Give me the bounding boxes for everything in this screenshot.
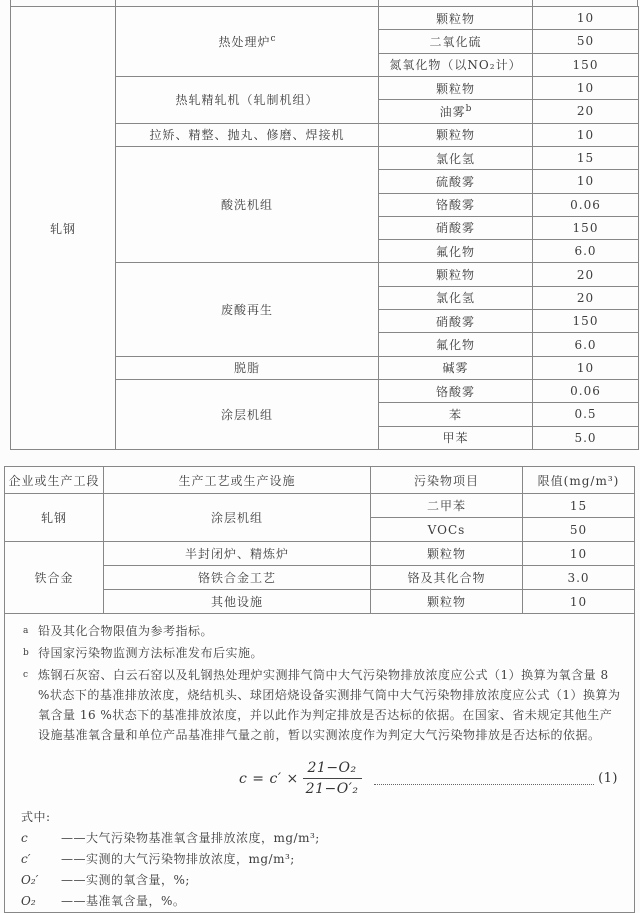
limit-cell: 150 — [533, 53, 639, 76]
limit-cell: 3.0 — [523, 566, 635, 590]
process-cell: 热处理炉$^c$ — [116, 7, 379, 77]
pollutant-cell: 硫酸雾 — [379, 170, 533, 193]
oxygen-conversion-formula — [21, 759, 618, 798]
superscript-marker: c — [270, 33, 276, 44]
pollutant-cell: 氯化氢 — [379, 286, 533, 309]
process-cell: 脱脂 — [116, 356, 379, 379]
symbol: O₂′ — [21, 873, 39, 887]
dotted-leader — [374, 773, 595, 785]
symbol-definition — [21, 870, 622, 891]
table-notes-section — [5, 614, 635, 913]
enterprise-cell: 轧钢 — [5, 494, 104, 542]
column-header: 企业或生产工段 — [5, 467, 104, 494]
symbol-definition — [21, 891, 622, 912]
pollutant-cell: 颗粒物 — [371, 542, 523, 566]
footnote-marker: c — [23, 670, 29, 680]
footnote-marker: a — [23, 626, 29, 636]
notes-row — [5, 614, 635, 913]
pollutant-cell: 颗粒物 — [379, 7, 533, 30]
pollutant-cell: 苯 — [379, 403, 533, 426]
formula-fraction — [303, 759, 362, 798]
column-header: 限值(mg/m³) — [523, 467, 635, 494]
enterprise-cell: 轧钢 — [11, 7, 116, 450]
emission-limits-table — [4, 466, 635, 913]
column-header: 生产工艺或生产设施 — [104, 467, 371, 494]
pollutant-cell: 二甲苯 — [371, 494, 523, 518]
limit-cell: 50 — [533, 30, 639, 53]
symbol: c — [21, 831, 28, 845]
process-cell: 酸洗机组 — [116, 146, 379, 263]
footnote — [21, 621, 622, 641]
pollutant-cell: 氮氧化物（以NO₂计） — [379, 53, 533, 76]
table-row — [11, 7, 639, 30]
limit-cell: 0.06 — [533, 193, 639, 216]
pollutant-cell: 硝酸雾 — [379, 216, 533, 239]
limit-cell: 10 — [523, 590, 635, 614]
limit-cell: 10 — [533, 7, 639, 30]
limit-cell: 10 — [533, 76, 639, 99]
superscript-marker: b — [465, 103, 472, 114]
pollutant-cell: 硝酸雾 — [379, 310, 533, 333]
pollutant-cell: 油雾$^b$ — [379, 100, 533, 123]
footnote-text: 铅及其化合物限值为参考指标。 — [38, 624, 214, 638]
formula-denominator: 21−O′₂ — [305, 781, 359, 797]
symbol-definition — [21, 849, 622, 870]
notes-cell — [5, 614, 635, 913]
process-cell: 涂层机组 — [116, 380, 379, 450]
symbol-description: ——大气污染物基准氧含量排放浓度，mg/m³; — [61, 831, 320, 845]
pollutant-cell: 二氧化硫 — [379, 30, 533, 53]
process-cell: 拉矫、精整、抛丸、修磨、焊接机 — [116, 123, 379, 146]
limit-cell: 10 — [533, 356, 639, 379]
pollutant-cell: 颗粒物 — [379, 263, 533, 286]
pollutant-cell: 铬酸雾 — [379, 380, 533, 403]
symbol-description: ——实测的大气污染物排放浓度，mg/m³; — [61, 852, 295, 866]
footnotes — [21, 621, 622, 745]
header-row — [5, 467, 635, 494]
process-cell: 废酸再生 — [116, 263, 379, 356]
pollutant-cell: 氟化物 — [379, 333, 533, 356]
table-row — [5, 542, 635, 566]
where-label: 式中: — [21, 810, 51, 824]
symbol-description: ——实测的氧含量，%; — [61, 873, 190, 887]
limit-cell: 6.0 — [533, 240, 639, 263]
formula-lhs: c = c′ × — [239, 770, 299, 787]
column-header: 污染物项目 — [371, 467, 523, 494]
symbol: O₂ — [21, 894, 36, 908]
symbol: c′ — [21, 852, 31, 866]
pollutant-cell: VOCs — [371, 518, 523, 542]
process-cell: 铬铁合金工艺 — [104, 566, 371, 590]
limit-cell: 0.06 — [533, 380, 639, 403]
emission-limits-table-continued — [10, 6, 639, 450]
enterprise-cell: 铁合金 — [5, 542, 104, 614]
process-cell: 其他设施 — [104, 590, 371, 614]
footnote-marker: b — [23, 648, 29, 658]
limit-cell: 20 — [533, 286, 639, 309]
pollutant-cell: 碱雾 — [379, 356, 533, 379]
limit-cell: 20 — [533, 100, 639, 123]
limit-cell: 15 — [533, 146, 639, 169]
pollutant-cell: 氯化氢 — [379, 146, 533, 169]
limit-cell: 10 — [523, 542, 635, 566]
pollutant-cell: 氟化物 — [379, 240, 533, 263]
symbol-definition — [21, 828, 622, 849]
limit-cell: 5.0 — [533, 426, 639, 449]
footnote — [21, 665, 622, 745]
pollutant-cell: 甲苯 — [379, 426, 533, 449]
pollutant-cell: 铬及其化合物 — [371, 566, 523, 590]
table-header — [5, 467, 635, 494]
limit-cell: 10 — [533, 170, 639, 193]
process-cell: 涂层机组 — [104, 494, 371, 542]
limit-cell: 50 — [523, 518, 635, 542]
footnote — [21, 643, 622, 663]
symbol-definitions — [21, 828, 622, 912]
footnote-text: 炼钢石灰窑、白云石窑以及轧钢热处理炉实测排气筒中大气污染物排放浓度应公式（1）换算为氧含量 8 %状态下的基准排放浓度，烧结机头、球团焙烧设备实测排气筒中大气污染物排放浓度应公式（1）换算为氧含量 16 %状态下的基准排放浓度，并以此作为判定排放是否达标的依据。在国家、省未规定其他生产设施基准氧含量和单位产品基准排气量之前，暂以实测浓度作为判定大气污染物排放是否达标的依据。 — [38, 668, 621, 742]
equation-number: (1) — [598, 771, 618, 786]
symbol-description: ——基准氧含量，%。 — [61, 894, 186, 908]
process-cell: 热轧精轧机（轧制机组） — [116, 76, 379, 123]
pollutant-cell: 颗粒物 — [379, 76, 533, 99]
limit-cell: 20 — [533, 263, 639, 286]
pollutant-cell: 颗粒物 — [371, 590, 523, 614]
limit-cell: 6.0 — [533, 333, 639, 356]
footnote-text: 待国家污染物监测方法标准发布后实施。 — [38, 646, 264, 660]
formula-numerator: 21−O₂ — [303, 759, 362, 779]
pollutant-cell: 颗粒物 — [379, 123, 533, 146]
limit-cell: 150 — [533, 310, 639, 333]
pollutant-cell: 铬酸雾 — [379, 193, 533, 216]
limit-cell: 10 — [533, 123, 639, 146]
limit-cell: 0.5 — [533, 403, 639, 426]
limit-cell: 150 — [533, 216, 639, 239]
table-row — [5, 494, 635, 518]
limit-cell: 15 — [523, 494, 635, 518]
process-cell: 半封闭炉、精炼炉 — [104, 542, 371, 566]
